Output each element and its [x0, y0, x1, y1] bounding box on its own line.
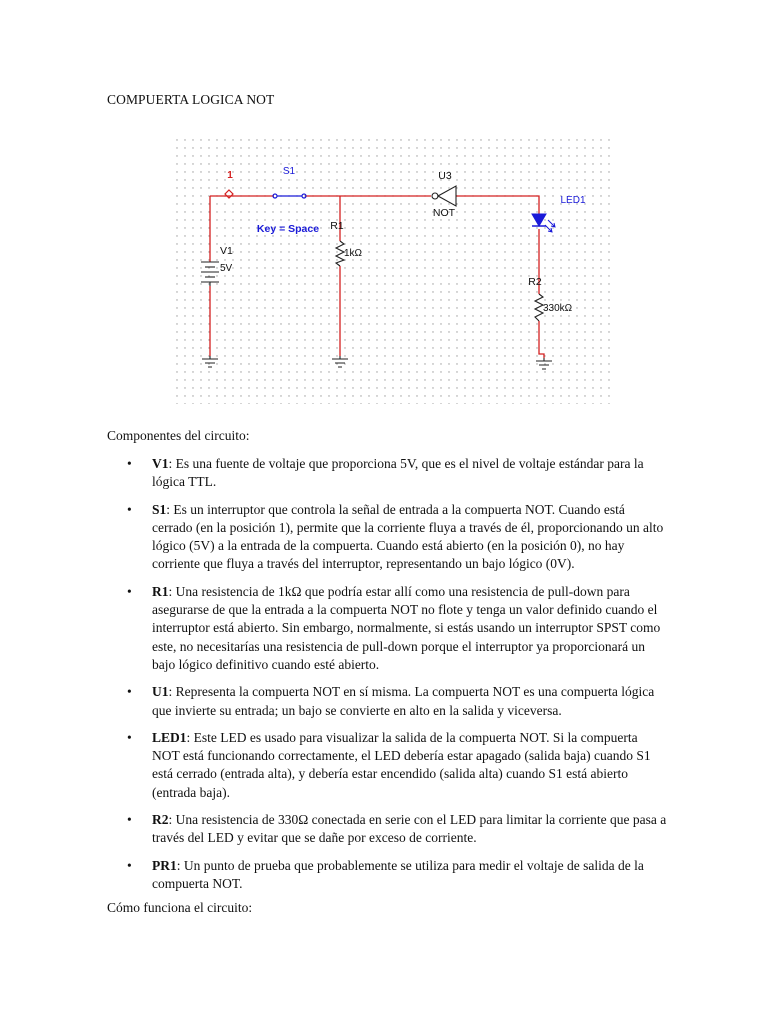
item-desc: : Una resistencia de 330Ω conectada en serie con el LED para limitar la corriente que pasa a través del LED y evitar que se dañe por exceso de corriente.: [152, 812, 667, 846]
list-item: [107, 455, 667, 492]
item-desc: : Es un interruptor que controla la señal de entrada a la compuerta NOT. Cuando está cerrado (en la posición 1), permite que la corriente fluya a través de él, proporcionando un alto lógico (5V) a la entrada de la compuerta. Cuando está abierto (en la posición 0), no hay corriente que fluya a través del interruptor, representando un bajo lógico (0V).: [152, 501, 664, 572]
list-item: [107, 501, 667, 574]
item-term: R2: [152, 812, 169, 828]
item-term: PR1: [152, 857, 177, 873]
gate-type: NOT: [432, 207, 456, 219]
item-term: V1: [152, 456, 169, 471]
switch-label: S1: [282, 166, 296, 177]
item-desc: : Representa la compuerta NOT en sí misma. La compuerta NOT es una compuerta lógica que invierte su entrada; un bajo se convierte en alto en la salida y viceversa.: [152, 684, 655, 718]
circuit-schematic: [173, 136, 610, 404]
schematic-grid: [173, 136, 610, 404]
node-label: 1: [227, 170, 233, 181]
v1-label: V1: [220, 245, 233, 257]
r1-value: 1kΩ: [344, 248, 363, 259]
r2-label: R2: [528, 276, 542, 288]
list-item: [107, 857, 667, 894]
v1-value: 5V: [220, 263, 233, 274]
r1-label: R1: [330, 220, 344, 232]
item-desc: : Es una fuente de voltaje que proporciona 5V, que es el nivel de voltaje estándar para la lógica TTL.: [152, 456, 644, 490]
r2-value: 330kΩ: [543, 303, 573, 314]
item-term: R1: [152, 583, 169, 599]
document-title: COMPUERTA LOGICA NOT: [107, 92, 275, 107]
item-term: LED1: [152, 729, 187, 745]
switch-key-label: Key = Space: [256, 223, 320, 235]
led-label: LED1: [560, 195, 586, 206]
item-term: S1: [152, 501, 167, 517]
item-term: U1: [152, 684, 169, 700]
gate-ref: U3: [438, 170, 452, 182]
item-desc: : Este LED es usado para visualizar la salida de la compuerta NOT. Si la compuerta NOT está funcionando correctamente, el LED debería estar apagado (salida baja) cuando S1 está cerrado (entrada alta), y debería estar encendido (salida alta) cuando S1 está abierto (entrada baja).: [152, 729, 651, 800]
item-desc: : Una resistencia de 1kΩ que podría estar allí como una resistencia de pull-down para asegurarse de que la entrada a la compuerta NOT no flote y tenga un valor definido cuando el interruptor está abierto. Sin embargo, normalmente, si estás usando un interruptor SPST como este, no necesitarías una resistencia de pull-down porque el interruptor ya proporcionará un bajo lógico definitivo cuando esté abierto.: [152, 583, 661, 672]
components-heading: Componentes del circuito:: [107, 428, 250, 443]
how-heading: Cómo funciona el circuito:: [107, 900, 253, 915]
item-desc: : Un punto de prueba que probablemente se utiliza para medir el voltaje de salida de la compuerta NOT.: [152, 857, 644, 891]
list-item: [107, 811, 667, 848]
list-item: [107, 583, 667, 674]
list-item: [107, 683, 667, 720]
list-item: [107, 729, 667, 802]
components-list: [107, 455, 667, 902]
